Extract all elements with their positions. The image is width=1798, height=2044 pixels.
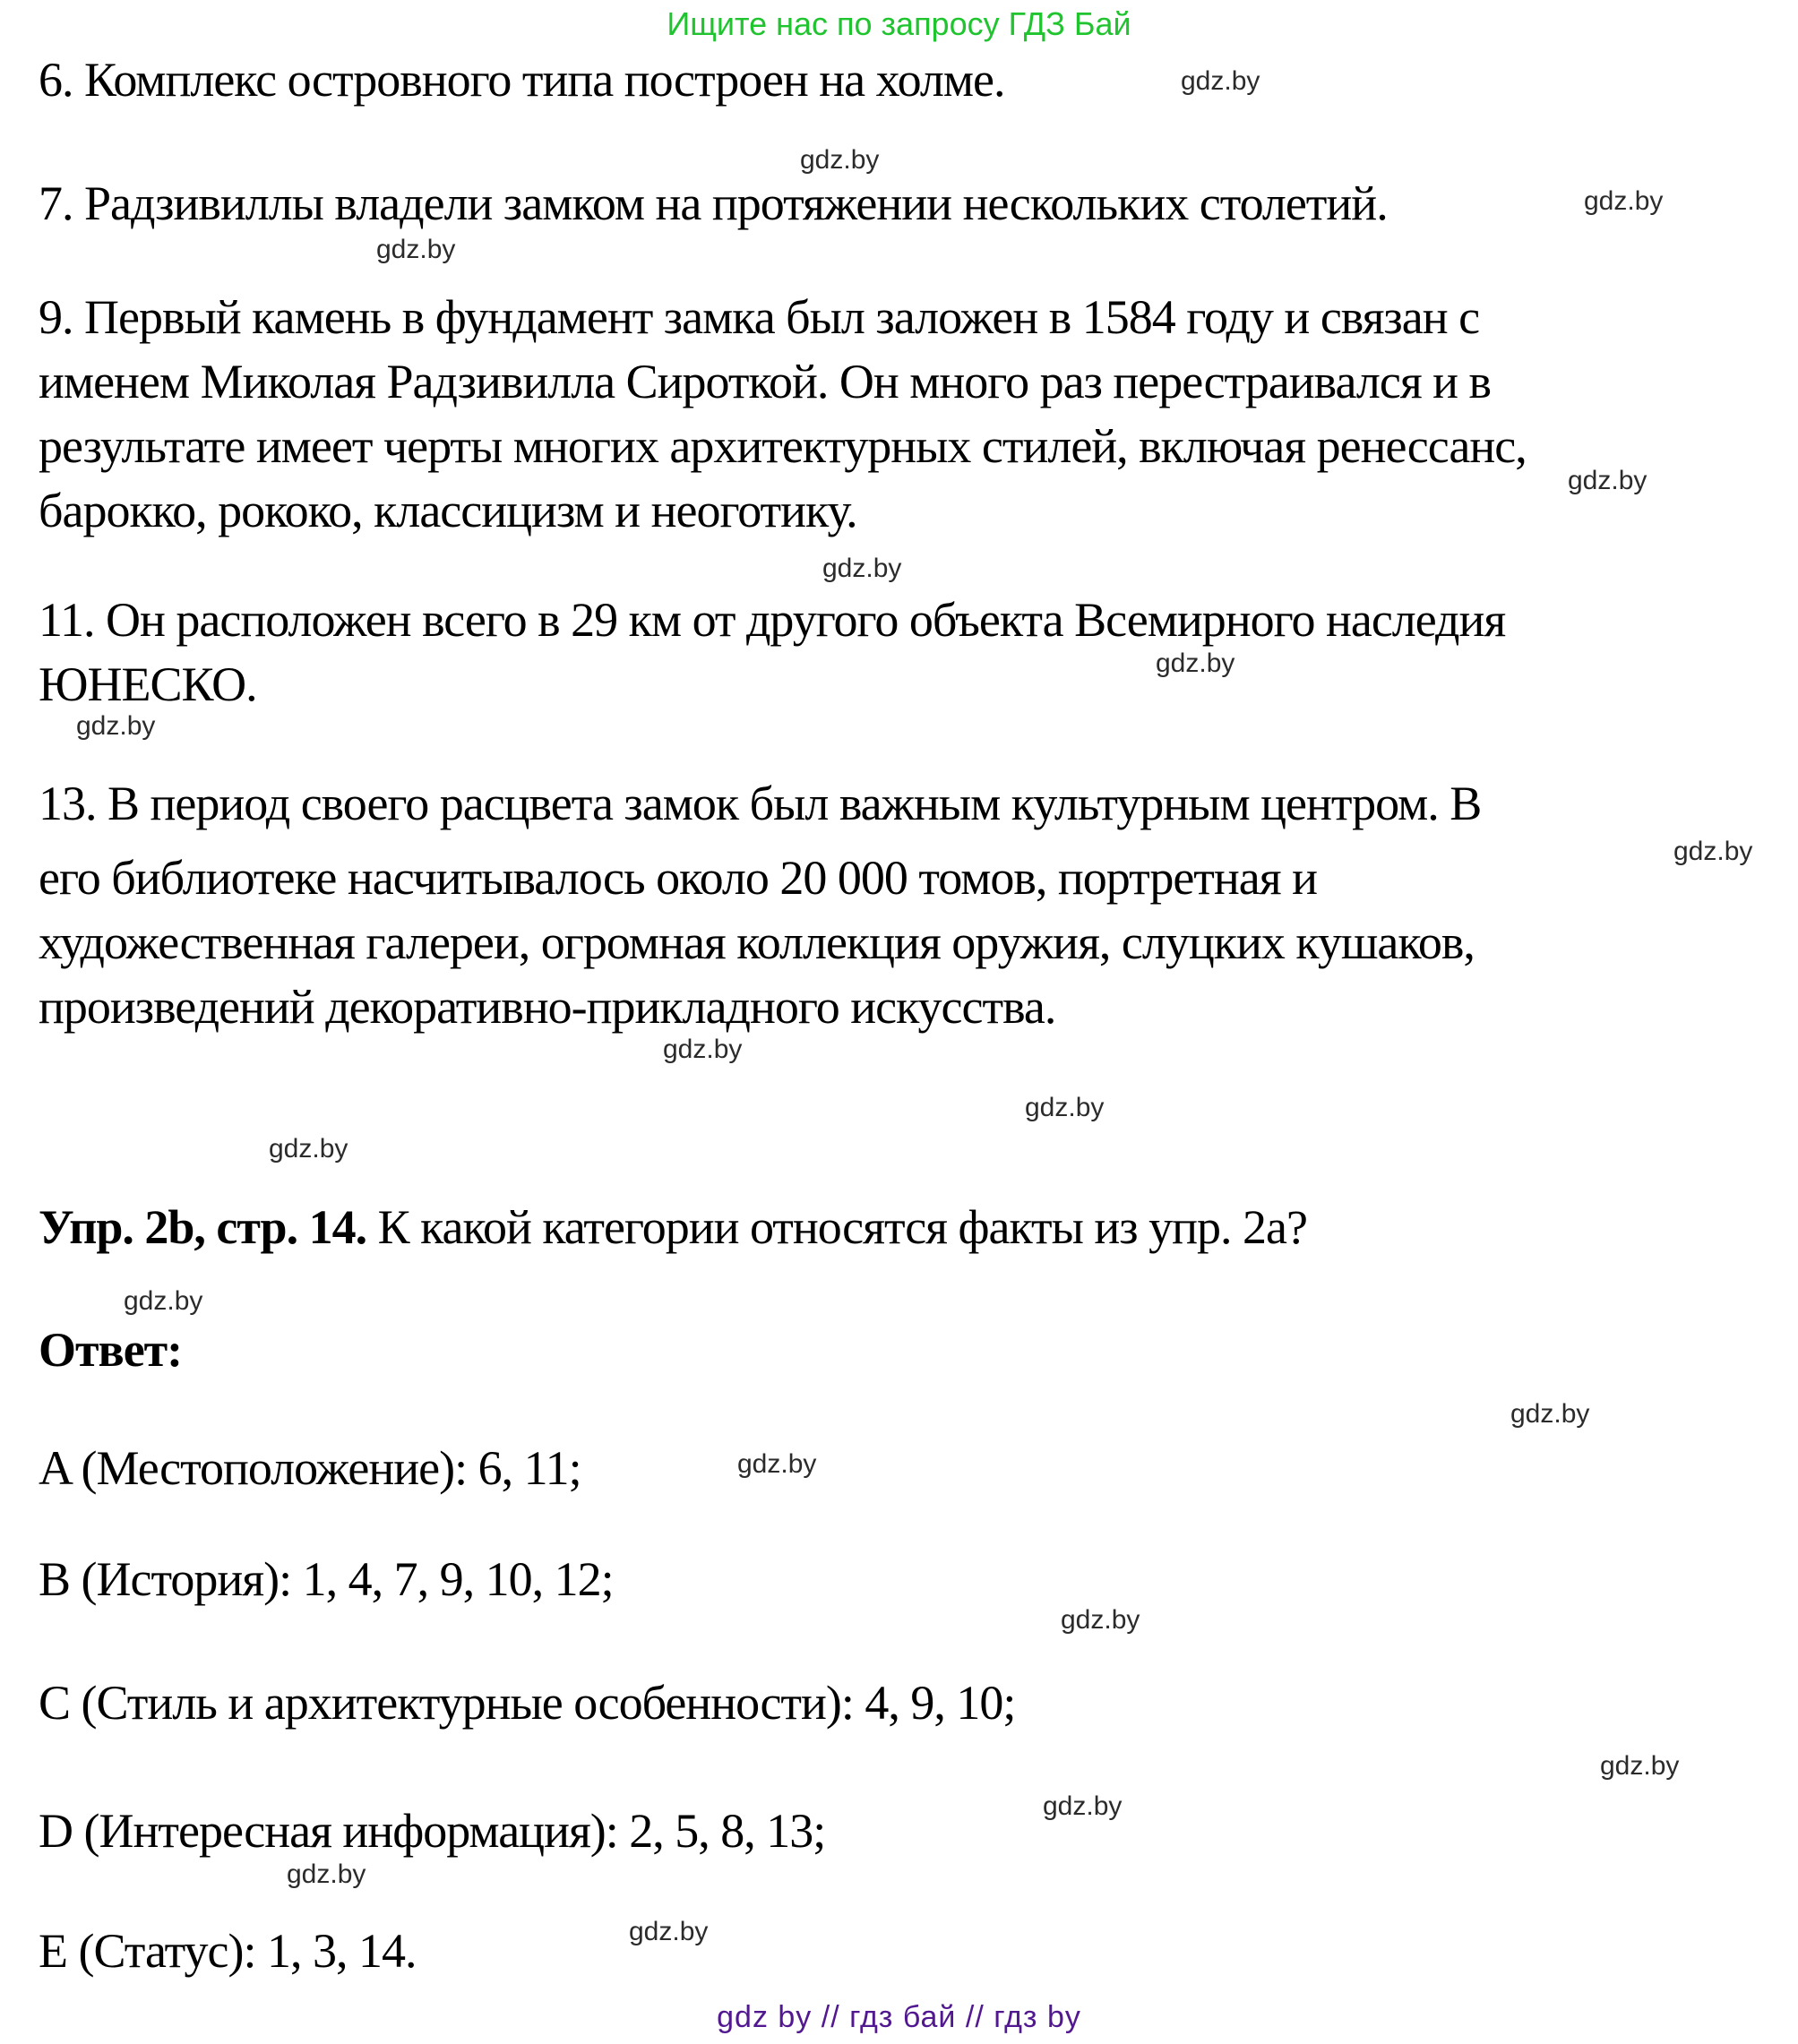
fact-11-line-2: ЮНЕСКО.	[39, 657, 257, 711]
fact-13-line-4: произведений декоративно-прикладного искусства.	[39, 980, 1056, 1034]
gdz-watermark-20: gdz.by	[629, 1917, 709, 1946]
answer-item-e: E (Статус): 1, 3, 14.	[39, 1924, 417, 1978]
answer-item-b: B (История): 1, 4, 7, 9, 10, 12;	[39, 1552, 614, 1606]
fact-13-line-1: 13. В период своего расцвета замок был важным культурным центром. В	[39, 777, 1482, 830]
gdz-watermark-1: gdz.by	[1181, 66, 1260, 96]
gdz-watermark-10: gdz.by	[663, 1035, 743, 1064]
fact-9-line-1: 9. Первый камень в фундамент замка был заложен в 1584 году и связан с	[39, 290, 1480, 344]
promo-banner-text: Ищите нас по запросу ГДЗ Бай	[667, 5, 1131, 42]
fact-9-line-3: результате имеет черты многих архитектурных стилей, включая ренессанс,	[39, 419, 1527, 473]
gdz-watermark-12: gdz.by	[269, 1134, 348, 1164]
gdz-watermark-6: gdz.by	[822, 554, 902, 583]
gdz-watermark-8: gdz.by	[76, 711, 156, 741]
gdz-watermark-14: gdz.by	[1510, 1399, 1590, 1429]
fact-6-line: 6. Комплекс островного типа построен на холме.	[39, 53, 1005, 107]
gdz-watermark-2: gdz.by	[800, 145, 880, 175]
gdz-watermark-5: gdz.by	[1568, 466, 1647, 495]
gdz-watermark-7: gdz.by	[1156, 648, 1235, 678]
fact-13-line-3: художественная галереи, огромная коллекция оружия, слуцких кушаков,	[39, 915, 1475, 969]
footer-site-links: gdz by // гдз бай // гдз by	[717, 2000, 1081, 2034]
gdz-watermark-15: gdz.by	[737, 1449, 817, 1479]
gdz-watermark-17: gdz.by	[1600, 1751, 1680, 1781]
fact-11-line-1: 11. Он расположен всего в 29 км от другого объекта Всемирного наследия	[39, 593, 1506, 647]
answer-item-a: A (Местоположение): 6, 11;	[39, 1441, 581, 1495]
gdz-watermark-13: gdz.by	[124, 1286, 203, 1316]
answer-item-c: C (Стиль и архитектурные особенности): 4, 9, 10;	[39, 1676, 1016, 1730]
gdz-watermark-16: gdz.by	[1061, 1605, 1140, 1635]
fact-9-line-4: барокко, рококо, классицизм и неоготику.	[39, 484, 857, 537]
fact-7-line: 7. Радзивиллы владели замком на протяжении нескольких столетий.	[39, 176, 1388, 230]
answer-heading: Ответ:	[39, 1323, 183, 1377]
gdz-watermark-9: gdz.by	[1673, 837, 1753, 866]
answer-item-d: D (Интересная информация): 2, 5, 8, 13;	[39, 1804, 826, 1858]
exercise-question: К какой категории относятся факты из упр. 2a?	[366, 1200, 1307, 1254]
gdz-watermark-19: gdz.by	[287, 1859, 366, 1889]
exercise-label: Упр. 2b, стр. 14.	[39, 1200, 367, 1254]
gdz-watermark-4: gdz.by	[376, 235, 456, 264]
fact-13-line-2: его библиотеке насчитывалось около 20 000 томов, портретная и	[39, 851, 1318, 905]
fact-9-line-2: именем Миколая Радзивилла Сироткой. Он много раз перестраивался и в	[39, 355, 1492, 408]
gdz-watermark-11: gdz.by	[1025, 1093, 1105, 1122]
gdz-watermark-18: gdz.by	[1043, 1791, 1123, 1821]
gdz-watermark-3: gdz.by	[1584, 186, 1664, 216]
exercise-heading	[39, 1201, 1307, 1253]
